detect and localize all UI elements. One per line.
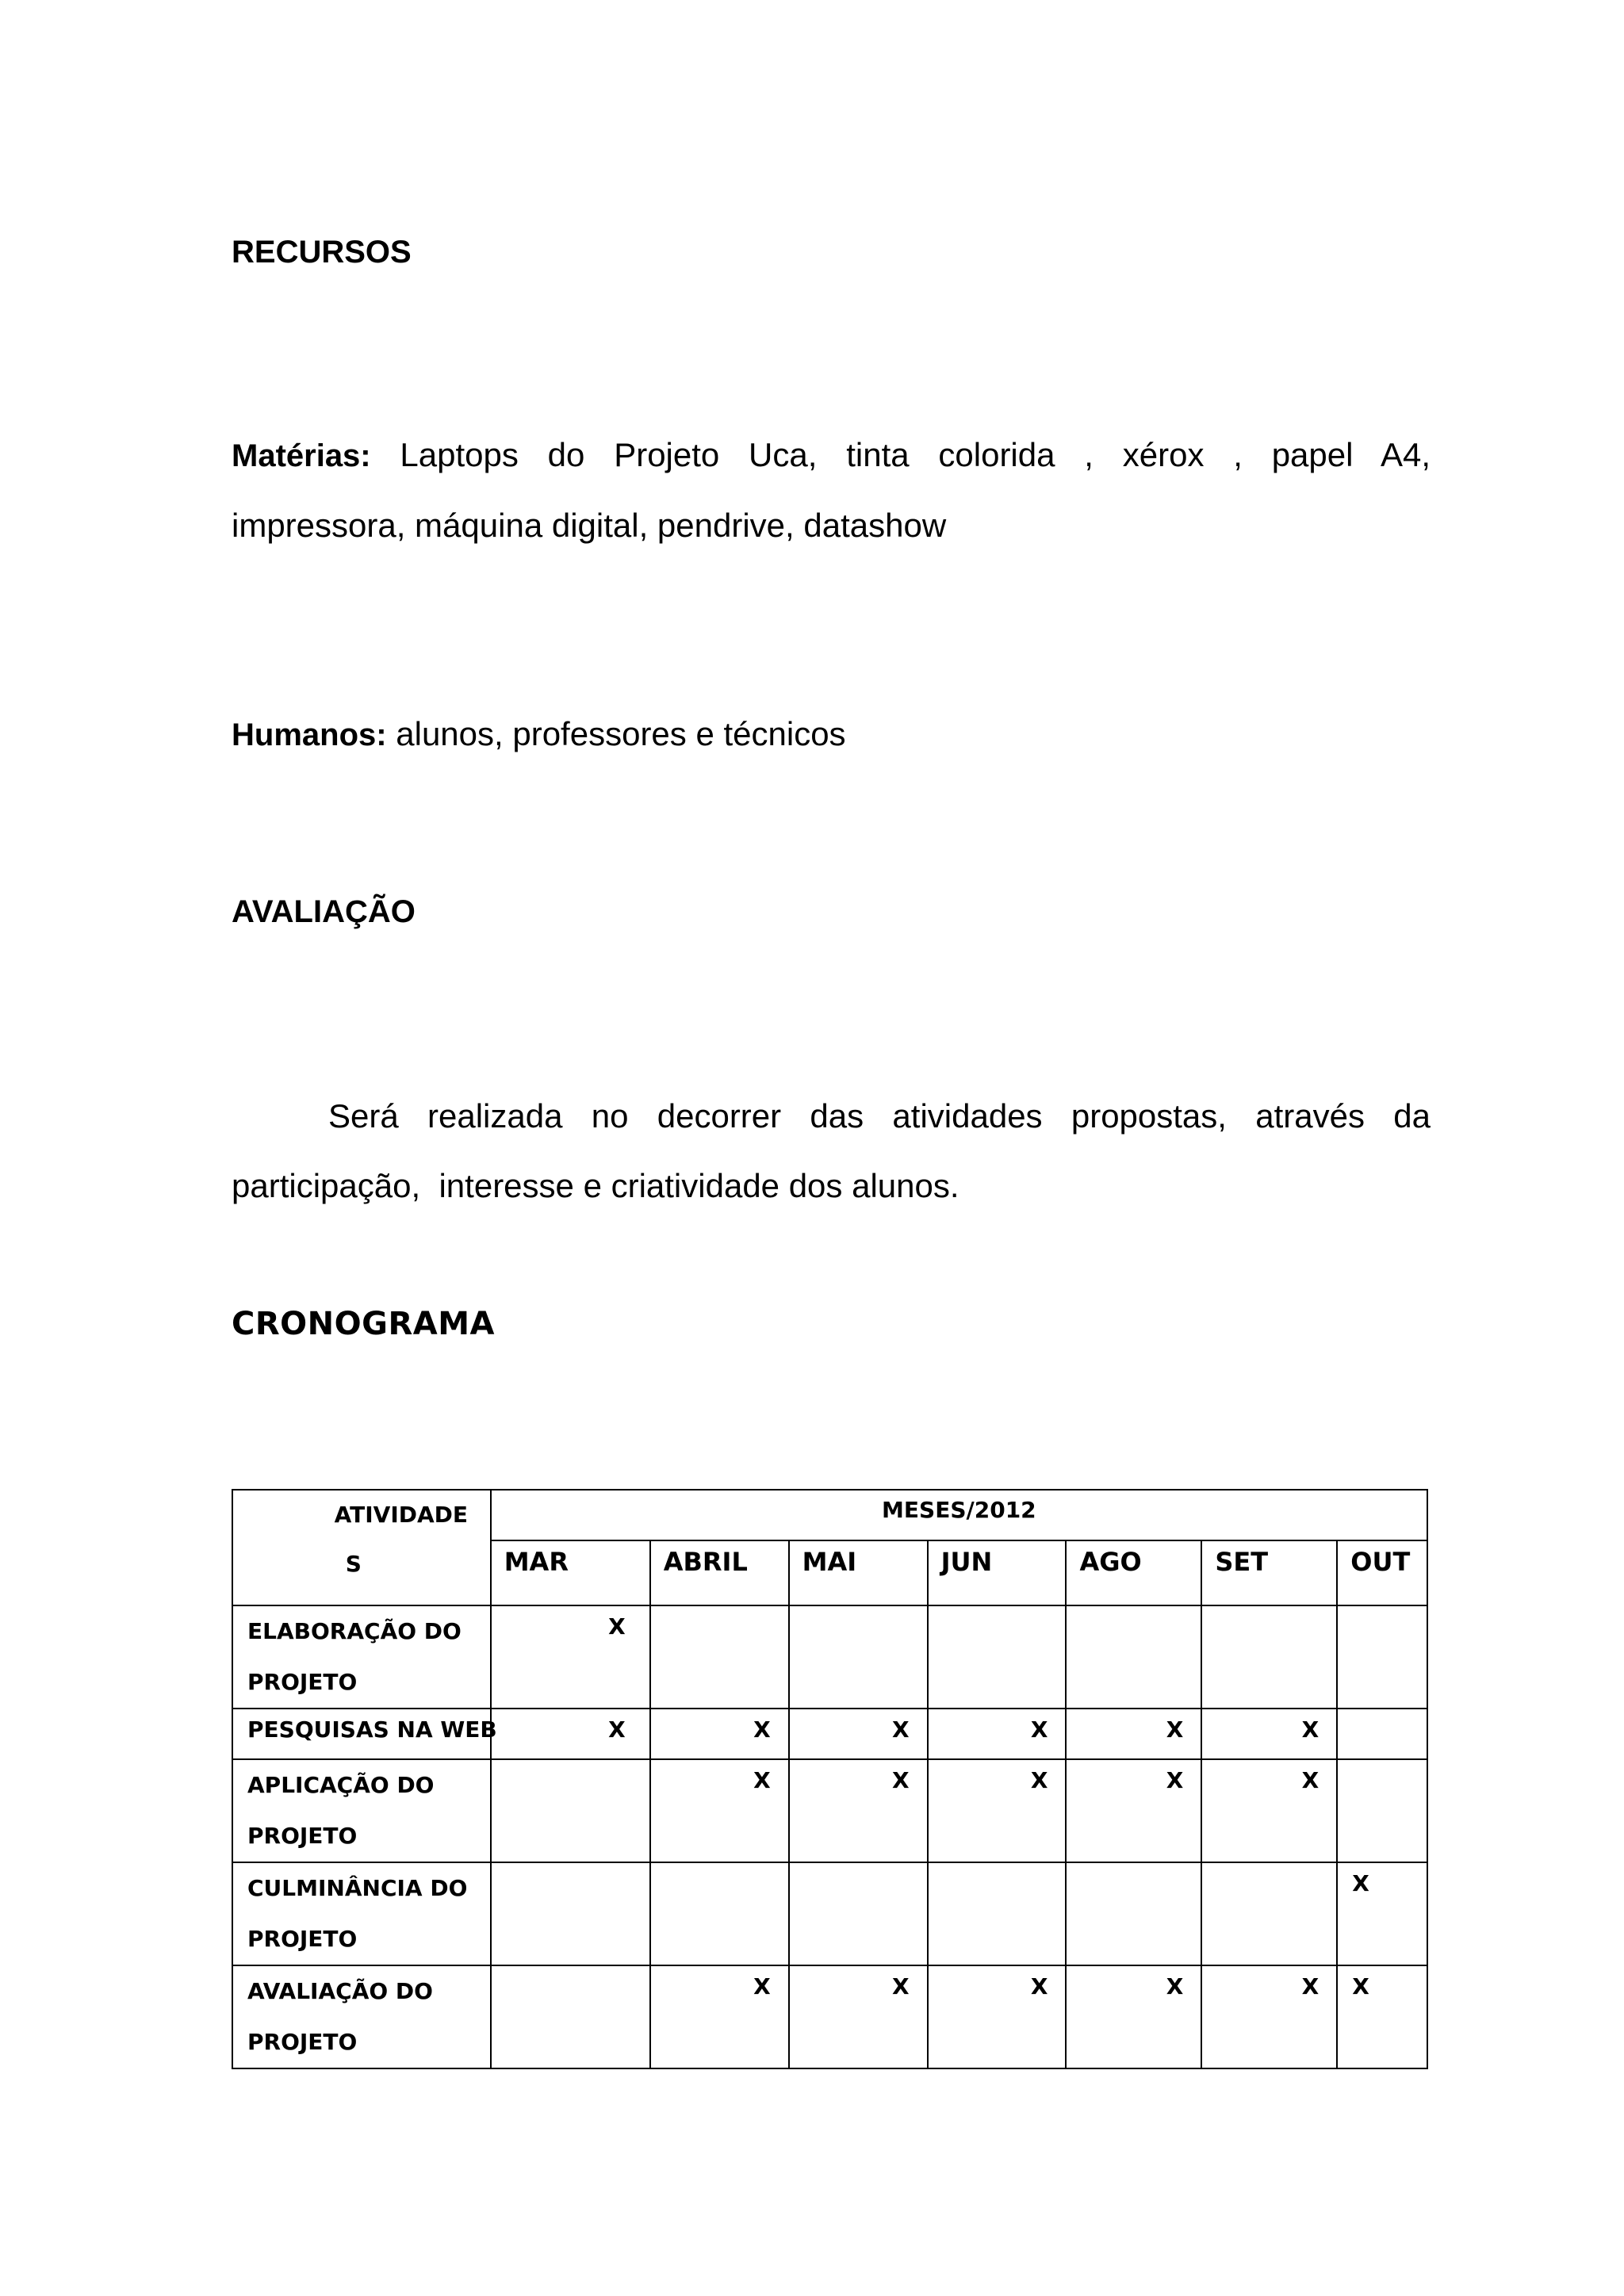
mark-cell: X <box>928 1965 1067 2068</box>
mark-cell <box>789 1605 928 1709</box>
month-header-ago: AGO <box>1066 1540 1201 1605</box>
mark-cell: X <box>1066 1759 1201 1862</box>
mark-cell: X <box>491 1605 650 1709</box>
avaliacao-paragraph <box>232 1081 1431 1221</box>
materias-label: Matérias: <box>232 438 371 473</box>
activity-column-header <box>232 1490 491 1605</box>
months-group-header: MESES/2012 <box>491 1490 1427 1540</box>
humanos-label: Humanos: <box>232 718 387 752</box>
activity-header-line2: S <box>345 1551 362 1577</box>
table-row <box>232 1965 1427 2068</box>
materias-paragraph <box>232 420 1431 561</box>
activity-cell: AVALIAÇÃO DO PROJETO <box>232 1965 491 2068</box>
mark-cell: X <box>789 1709 928 1759</box>
mark-cell <box>491 1862 650 1965</box>
month-header-abril: ABRIL <box>650 1540 789 1605</box>
activity-header-line1: ATIVIDADE <box>334 1502 469 1528</box>
mark-cell: X <box>1066 1709 1201 1759</box>
mark-cell: X <box>789 1759 928 1862</box>
mark-cell <box>1337 1709 1427 1759</box>
table-row <box>232 1862 1427 1965</box>
table-row <box>232 1709 1427 1759</box>
avaliacao-heading: AVALIAÇÃO <box>232 894 416 929</box>
activity-cell: ELABORAÇÃO DO PROJETO <box>232 1605 491 1709</box>
mark-cell <box>789 1862 928 1965</box>
month-header-jun: JUN <box>928 1540 1067 1605</box>
mark-cell: X <box>928 1709 1067 1759</box>
mark-cell: X <box>928 1759 1067 1862</box>
mark-cell <box>650 1605 789 1709</box>
mark-cell: X <box>1337 1862 1427 1965</box>
mark-cell <box>928 1605 1067 1709</box>
activity-cell: PESQUISAS NA WEB <box>232 1709 491 1759</box>
mark-cell <box>1337 1605 1427 1709</box>
mark-cell: X <box>1337 1965 1427 2068</box>
cronograma-heading: CRONOGRAMA <box>232 1306 495 1342</box>
mark-cell <box>1066 1605 1201 1709</box>
mark-cell: X <box>1201 1759 1337 1862</box>
mark-cell: X <box>650 1965 789 2068</box>
cronograma-table <box>232 1489 1428 2069</box>
recursos-heading: RECURSOS <box>232 235 412 270</box>
activity-cell: APLICAÇÃO DO PROJETO <box>232 1759 491 1862</box>
month-header-mar: MAR <box>491 1540 650 1605</box>
materias-text-line2: impressora, máquina digital, pendrive, datashow <box>232 507 947 544</box>
mark-cell: X <box>1066 1965 1201 2068</box>
mark-cell <box>1066 1862 1201 1965</box>
mark-cell <box>1201 1605 1337 1709</box>
materias-text-line1: Laptops do Projeto Uca, tinta colorida , xérox , papel A4, <box>400 436 1431 473</box>
avaliacao-text-line1: Será realizada no decorrer das atividades propostas, através da <box>328 1097 1431 1135</box>
month-header-set: SET <box>1201 1540 1337 1605</box>
mark-cell <box>1201 1862 1337 1965</box>
avaliacao-text-line2: participação, interesse e criatividade dos alunos. <box>232 1167 959 1204</box>
mark-cell: X <box>1201 1709 1337 1759</box>
mark-cell <box>928 1862 1067 1965</box>
mark-cell: X <box>650 1759 789 1862</box>
month-header-out: OUT <box>1337 1540 1427 1605</box>
month-header-mai: MAI <box>789 1540 928 1605</box>
mark-cell <box>491 1759 650 1862</box>
mark-cell: X <box>491 1709 650 1759</box>
mark-cell: X <box>1201 1965 1337 2068</box>
activity-cell: CULMINÂNCIA DO PROJETO <box>232 1862 491 1965</box>
materias-first-line <box>232 420 1431 491</box>
mark-cell: X <box>789 1965 928 2068</box>
table-row <box>232 1759 1427 1862</box>
mark-cell <box>1337 1759 1427 1862</box>
humanos-paragraph <box>232 699 1431 770</box>
humanos-text: alunos, professores e técnicos <box>396 715 846 752</box>
mark-cell: X <box>650 1709 789 1759</box>
mark-cell <box>650 1862 789 1965</box>
table-row <box>232 1605 1427 1709</box>
mark-cell <box>491 1965 650 2068</box>
